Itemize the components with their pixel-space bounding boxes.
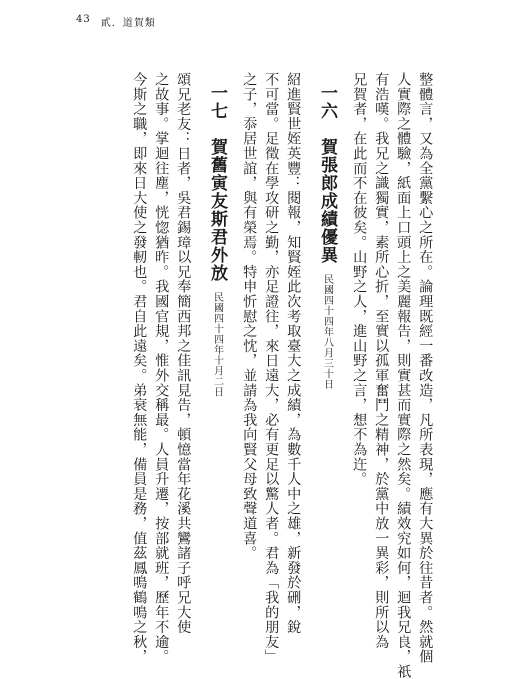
text-column: 頌兄老友：日者，吳君錫璋以兄奉簡西邦之佳訊見告，頓憶當年花溪共鸞諸子呼兄大使 [175,72,192,635]
text-column: 今斯之職，即來日大使之發軔也。君自此遠矣。弟衰無能，備員是務，值茲鳳鳴鶴鳴之秋， [131,72,148,664]
letter-heading-17 [208,84,225,397]
text-column: 之故事。掌迴往塵，恍惚猶昨。我國官規，惟外交稱最。人員升遷，按部就班，歷年不逾。 [153,72,170,664]
heading-date: 民國四十四年十月二日 [211,292,223,397]
text-column: 有浩嘆。我兄之識獨實，素所心折，至實以孤軍奮鬥之精神，於黨中放一異彩，則所以為 [373,72,390,650]
heading-title: 一六 賀張郎成績優異 [317,84,337,264]
text-column: 人實際之體驗，紙面上口頭上之美麗報告，則實甚而實際之然矣。績效究如何，迴我兄良，祇 [395,72,412,679]
page-header [76,14,156,29]
text-column: 兄賀者，在此而不在彼矣。山野之人，進山野之言，想不為迕。 [351,72,368,487]
letter-heading-16 [318,84,335,390]
text-column: 之子，忝居世誼，與有榮焉。特申忻慰之忱，並請為我向賢父母致聲道喜。 [241,72,258,561]
text-column: 紹進賢世姪英豐：閱報，知賢姪此次考取臺大之成績，為數千人中之雄，新發於硎，銳 [285,72,302,635]
heading-title: 一七 賀舊寅友斯君外放 [207,84,227,282]
page-number: 43 [76,14,91,25]
text-column: 整體言，又為全黨繫心之所在。論理既經一番改造，凡所表現，應有大異於往昔者。然就個 [417,72,434,664]
section-title: 貳．道賀類 [100,18,156,29]
heading-date: 民國四十四年八月三十日 [321,274,333,390]
text-column: 不可當。足徵在學攻研之勤，亦足證往，來日遠大，必有更足以驚人者。君為「我的朋友」 [263,72,280,664]
